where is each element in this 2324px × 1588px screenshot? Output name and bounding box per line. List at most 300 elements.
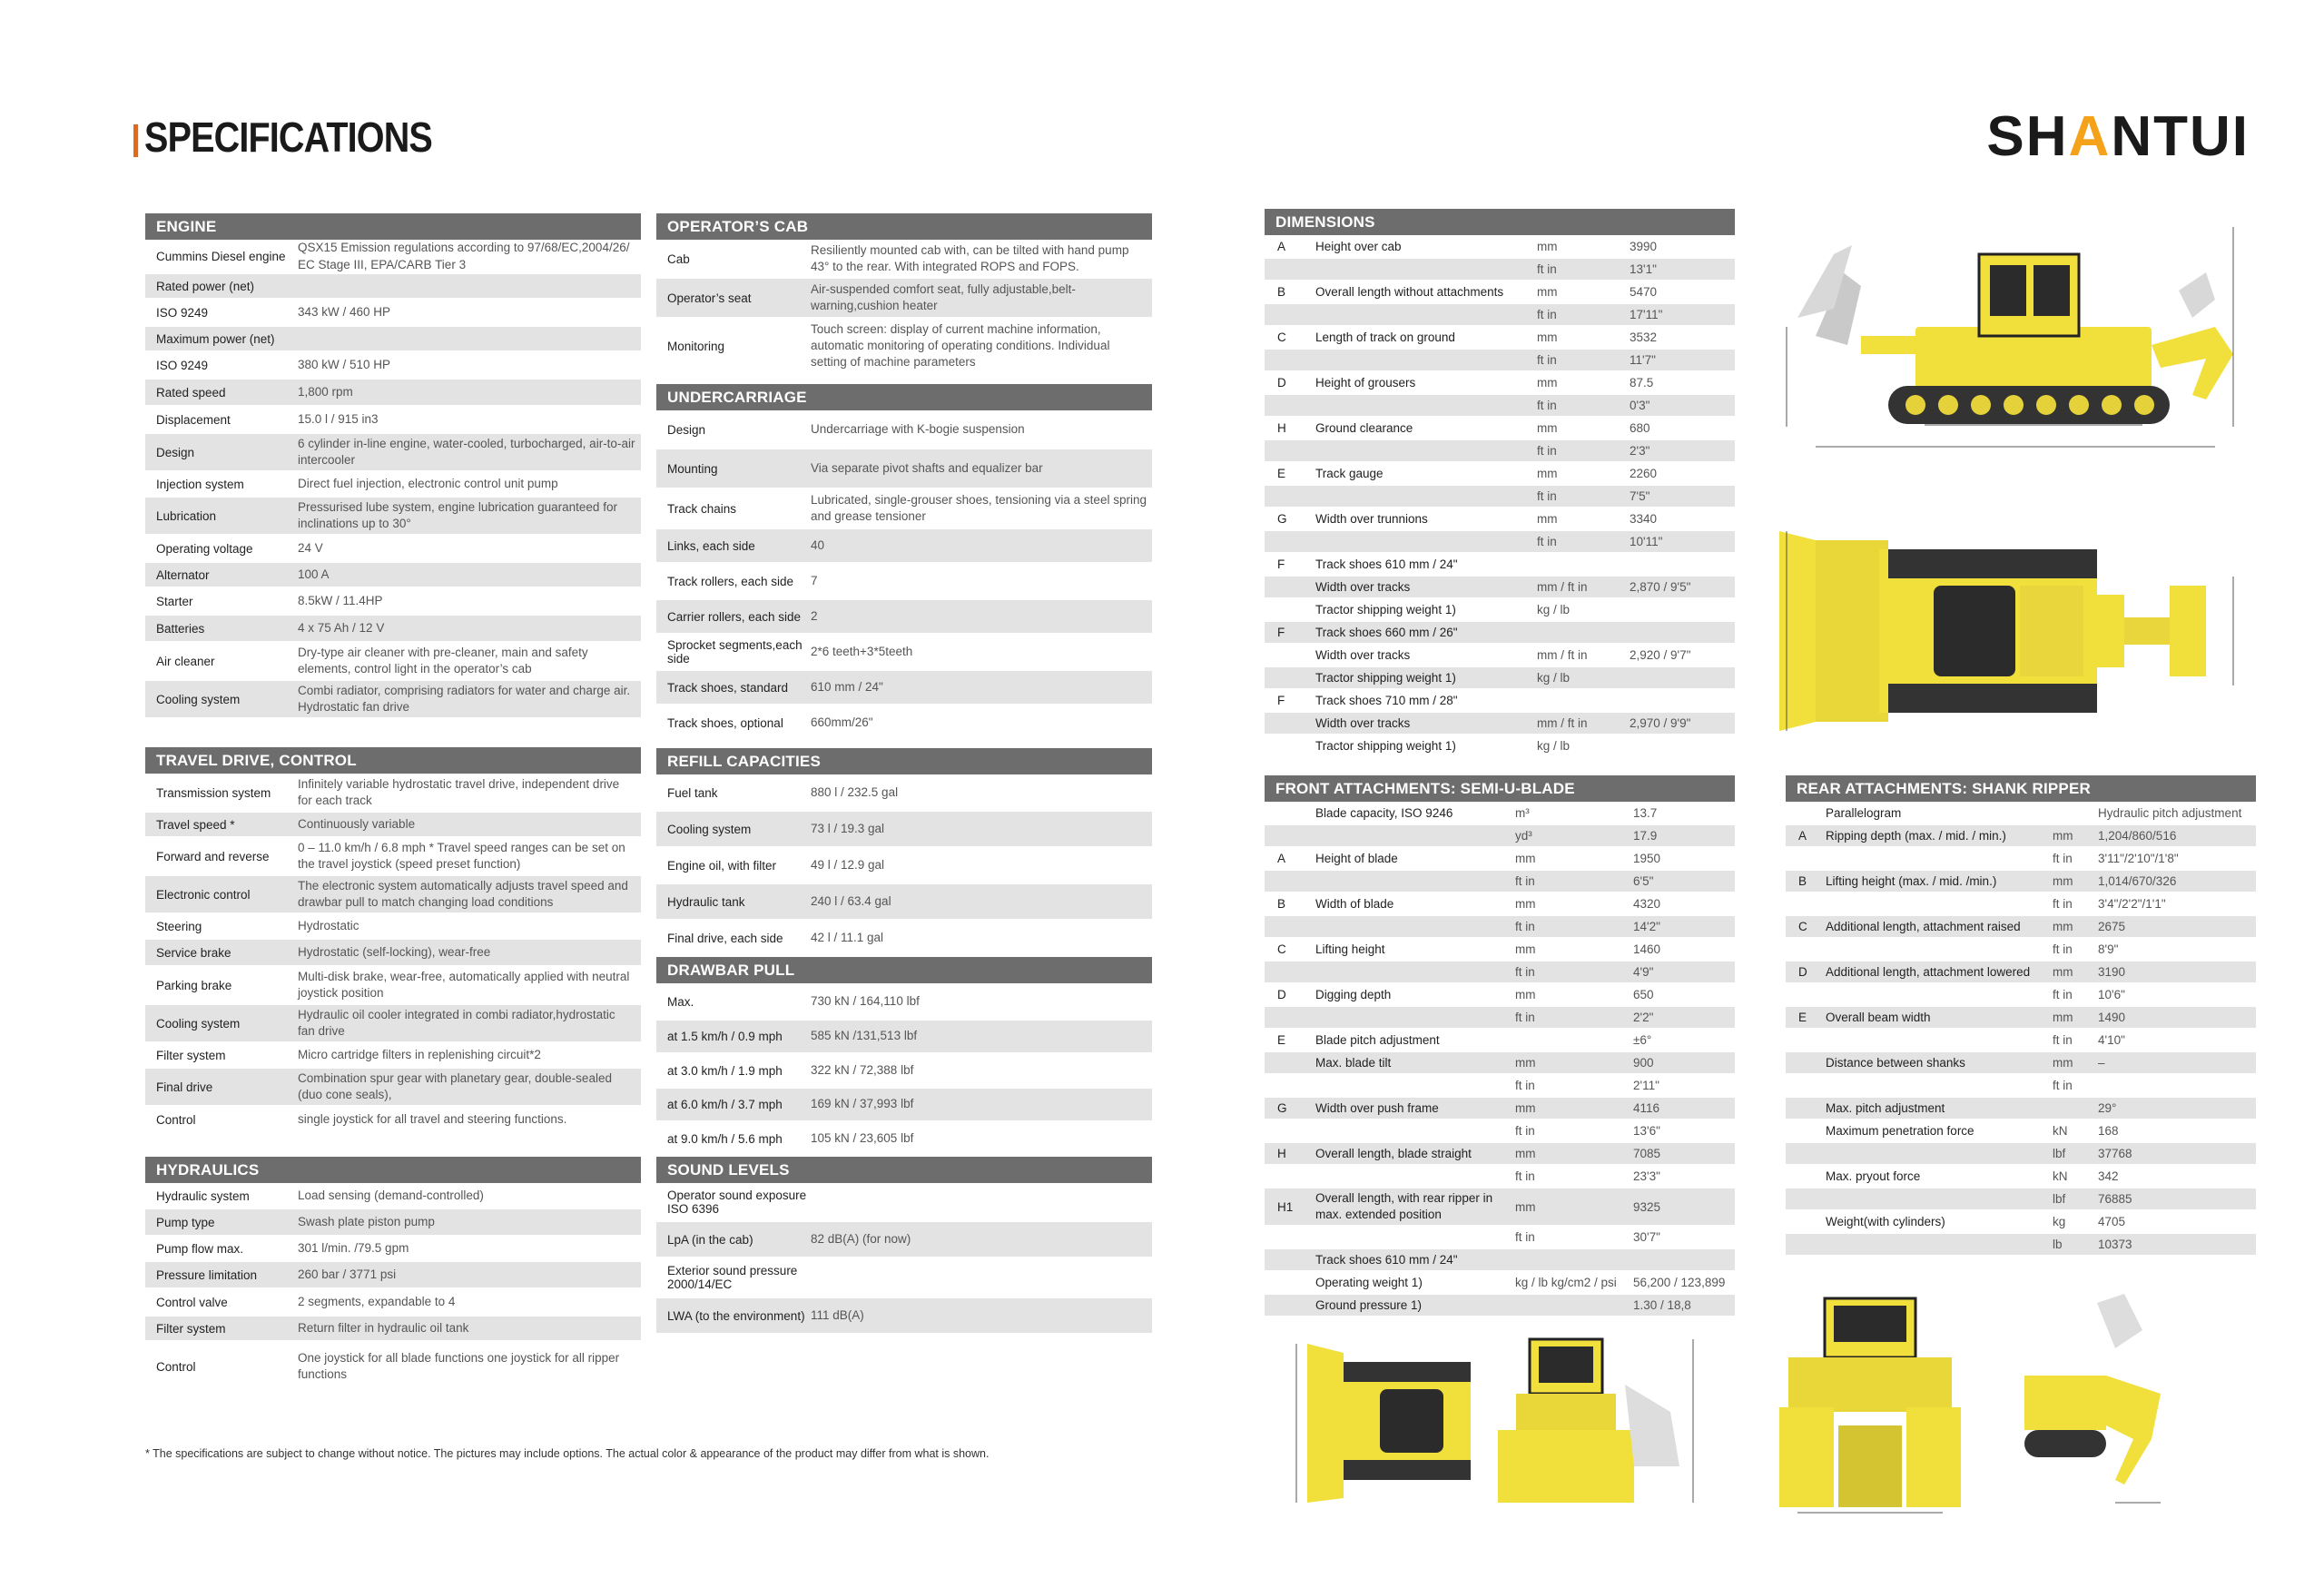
spec-row <box>145 1209 641 1237</box>
spec-row <box>656 921 1152 957</box>
spec-row <box>656 1089 1152 1122</box>
dimension-row <box>1265 599 1735 622</box>
dimension-unit: mm / ft in <box>1537 716 1588 730</box>
dimension-value: 650 <box>1633 988 1654 1001</box>
dimension-row <box>1265 916 1735 939</box>
dimension-code: F <box>1277 557 1285 571</box>
dimension-row <box>1265 395 1735 418</box>
spec-row <box>145 876 641 914</box>
refill-capacities-section <box>656 748 1152 957</box>
dimension-value: 13'1" <box>1630 262 1657 276</box>
dimension-code: A <box>1277 240 1286 253</box>
spec-row <box>656 812 1152 848</box>
spec-value: Air-suspended comfort seat, fully adjustable,belt-warning,cushion heater <box>811 281 1076 312</box>
dimension-label: Parallelogram <box>1826 805 1902 820</box>
spec-row <box>145 472 641 498</box>
dimension-value: 3990 <box>1630 240 1658 253</box>
dimension-row <box>1786 1052 2256 1075</box>
spec-label: Track shoes, standard <box>667 680 789 695</box>
spec-row <box>656 489 1152 529</box>
spec-row <box>656 319 1152 375</box>
spec-label: Maximum power (net) <box>156 331 275 346</box>
brand-logo: SHANTUI <box>1986 105 2250 168</box>
dimension-code: D <box>1277 988 1286 1001</box>
drawbar-pull-section <box>656 957 1152 1157</box>
spec-label: Control <box>156 1112 196 1127</box>
spec-label: Links, each side <box>667 538 755 553</box>
dimension-value: 2,970 / 9'9" <box>1630 716 1691 730</box>
spec-label: Service brake <box>156 945 231 960</box>
dimension-value: 3'11"/2'10"/1'8" <box>2098 852 2179 865</box>
dimension-row <box>1265 554 1735 577</box>
dimension-label: Track shoes 710 mm / 28" <box>1315 693 1458 707</box>
spec-value: Load sensing (demand-controlled) <box>298 1188 484 1202</box>
spec-row <box>656 848 1152 884</box>
dimension-unit: ft in <box>2053 1033 2073 1047</box>
spec-row <box>145 1043 641 1069</box>
dimension-row <box>1786 984 2256 1007</box>
spec-value: 42 l / 11.1 gal <box>811 930 884 944</box>
dimension-row <box>1265 1249 1735 1272</box>
spec-value: 7 <box>811 573 818 587</box>
dimension-unit: mm <box>2053 920 2073 933</box>
dimension-unit: lbf <box>2053 1147 2066 1160</box>
spec-label: Design <box>156 445 195 459</box>
dimensions-section <box>1265 209 1735 758</box>
spec-label: Control <box>156 1359 196 1374</box>
dimension-row <box>1265 893 1735 916</box>
spec-label: Electronic control <box>156 887 251 902</box>
dimension-unit: mm <box>2053 1011 2073 1024</box>
spec-label: Lubrication <box>156 508 217 523</box>
dimension-label: Distance between shanks <box>1826 1055 1965 1070</box>
dimension-value: 4'9" <box>1633 965 1654 979</box>
spec-value: Return filter in hydraulic oil tank <box>298 1320 469 1335</box>
spec-row <box>145 241 641 274</box>
dimension-row <box>1786 893 2256 916</box>
dimension-label: Overall beam width <box>1826 1010 1931 1024</box>
dimension-unit: mm <box>1537 421 1558 435</box>
dimension-value: 14'2" <box>1633 920 1660 933</box>
dimension-unit: mm <box>1537 512 1558 526</box>
spec-label: Parking brake <box>156 978 232 992</box>
spec-label: Transmission system <box>156 785 271 800</box>
hydraulics-header: HYDRAULICS <box>145 1157 641 1183</box>
dimension-unit: mm <box>1537 467 1558 480</box>
spec-value: The electronic system automatically adjusts travel speed and drawbar pull to match changing load conditions <box>298 878 628 909</box>
dimension-unit: mm <box>2053 874 2073 888</box>
dimension-code: G <box>1277 512 1287 526</box>
dimension-label: Lifting height (max. / mid. /min.) <box>1826 873 1997 888</box>
spec-row <box>145 588 641 616</box>
dimension-row <box>1786 803 2256 825</box>
spec-row <box>145 563 641 588</box>
spec-label: Steering <box>156 919 202 933</box>
spec-label: Filter system <box>156 1048 226 1062</box>
dimension-label: Track shoes 610 mm / 24" <box>1315 557 1458 571</box>
spec-value: 24 V <box>298 540 323 555</box>
spec-value: 40 <box>811 538 825 552</box>
dimension-label: Track shoes 610 mm / 24" <box>1315 1252 1458 1267</box>
spec-label: LWA (to the environment) <box>667 1308 805 1323</box>
dimension-label: Width over push frame <box>1315 1100 1439 1115</box>
dimension-value: 2'11" <box>1633 1079 1659 1092</box>
spec-value: Hydrostatic <box>298 918 359 932</box>
engine-header: ENGINE <box>145 213 641 240</box>
spec-value: Hydrostatic (self-locking), wear-free <box>298 944 491 959</box>
dimension-value: 1950 <box>1633 852 1661 865</box>
dimension-label: Width over tracks <box>1315 715 1411 730</box>
dimension-value: 900 <box>1633 1056 1654 1070</box>
dimension-unit: yd³ <box>1515 829 1532 843</box>
dimension-label: Additional length, attachment lowered <box>1826 964 2031 979</box>
spec-row <box>145 813 641 838</box>
dimension-label: Max. pryout force <box>1826 1169 1921 1183</box>
spec-value: Hydraulic oil cooler integrated in combi radiator,hydrostatic fan drive <box>298 1007 615 1038</box>
spec-value: 105 kN / 23,605 lbf <box>811 1130 914 1145</box>
dimension-label: Operating weight 1) <box>1315 1275 1423 1289</box>
dimension-unit: ft in <box>1515 1079 1535 1092</box>
ripper-side-view <box>2024 1294 2170 1521</box>
dimension-row <box>1265 1052 1735 1075</box>
spec-label: LpA (in the cab) <box>667 1232 753 1247</box>
spec-row <box>145 1262 641 1289</box>
dimension-value: 5470 <box>1630 285 1658 299</box>
spec-value: 100 A <box>298 567 330 581</box>
spec-value: 1,800 rpm <box>298 384 353 399</box>
dimension-unit: mm <box>1515 1199 1536 1214</box>
dimension-row <box>1265 962 1735 984</box>
spec-row <box>656 705 1152 742</box>
dimension-code: G <box>1277 1101 1287 1115</box>
spec-label: Sprocket segments,each side <box>667 638 803 666</box>
dozer-front-view <box>1489 1330 1698 1507</box>
dimension-row <box>1265 735 1735 758</box>
dimension-unit: mm <box>2053 829 2073 843</box>
dimension-row <box>1786 1075 2256 1098</box>
spec-row <box>145 616 641 643</box>
undercarriage-header: UNDERCARRIAGE <box>656 384 1152 410</box>
spec-value: 15.0 l / 915 in3 <box>298 411 379 426</box>
dimension-value: 3340 <box>1630 512 1658 526</box>
spec-label: Final drive, each side <box>667 931 783 945</box>
dimension-unit: mm <box>1515 988 1536 1001</box>
spec-value: 2*6 teeth+3*5teeth <box>811 644 913 658</box>
dimension-unit: ft in <box>1537 535 1557 548</box>
dimension-unit: ft in <box>2053 897 2073 911</box>
spec-label: Max. <box>667 994 694 1009</box>
dimension-value: 3'4"/2'2"/1'1" <box>2098 897 2166 911</box>
dimension-row <box>1786 1030 2256 1052</box>
spec-value: Continuously variable <box>298 816 416 831</box>
hydraulics-section <box>145 1157 641 1393</box>
dimension-row <box>1265 622 1735 645</box>
dimension-unit: mm <box>1515 1101 1536 1115</box>
dimension-row <box>1265 259 1735 281</box>
dimension-label: Blade capacity, ISO 9246 <box>1315 805 1453 820</box>
spec-value: Touch screen: display of current machine information, automatic monitoring of operating conditions. Individual setting of machine parameters <box>811 321 1110 370</box>
dimension-label: Digging depth <box>1315 987 1392 1001</box>
dimension-row <box>1265 848 1735 871</box>
dimension-value: 17'11" <box>1630 308 1663 321</box>
dimension-value: 13.7 <box>1633 806 1658 820</box>
dimension-label: Tractor shipping weight 1) <box>1315 670 1456 685</box>
dimension-label: Overall length, blade straight <box>1315 1146 1472 1160</box>
dimension-unit: ft in <box>1515 1169 1535 1183</box>
spec-value: 73 l / 19.3 gal <box>811 821 885 835</box>
spec-row <box>145 914 641 940</box>
dimension-code: H <box>1277 1147 1286 1160</box>
spec-label: ISO 9249 <box>156 358 209 372</box>
dimension-value: 23'3" <box>1633 1169 1660 1183</box>
spec-value: 585 kN /131,513 lbf <box>811 1029 918 1043</box>
dimension-value: 0'3" <box>1630 399 1650 412</box>
dimension-row <box>1265 531 1735 554</box>
dimension-value: 7085 <box>1633 1147 1661 1160</box>
spec-row <box>145 1317 641 1342</box>
dimension-value: 4705 <box>2098 1215 2126 1228</box>
spec-row <box>145 1289 641 1317</box>
spec-value: Dry-type air cleaner with pre-cleaner, main and safety elements, control light in the operator’s cab <box>298 645 588 676</box>
spec-label: Operating voltage <box>156 541 253 556</box>
dimension-label: Width over trunnions <box>1315 511 1428 526</box>
dimension-label: Max. pitch adjustment <box>1826 1100 1945 1115</box>
dimension-unit: mm <box>1537 240 1558 253</box>
spec-value: Swash plate piston pump <box>298 1214 435 1228</box>
spec-value: One joystick for all blade functions one joystick for all ripper functions <box>298 1350 620 1381</box>
spec-label: Hydraulic tank <box>667 894 745 909</box>
dimensions-header: DIMENSIONS <box>1265 209 1735 235</box>
dimension-value: 168 <box>2098 1124 2119 1138</box>
dimension-row <box>1786 825 2256 848</box>
dimension-row <box>1265 350 1735 372</box>
spec-value: 610 mm / 24" <box>811 679 883 694</box>
spec-label: Starter <box>156 594 193 608</box>
dimension-value: 1,204/860/516 <box>2098 829 2177 843</box>
dimension-value: – <box>2098 1056 2105 1070</box>
dimension-label: Ground pressure 1) <box>1315 1297 1423 1312</box>
spec-label: Travel speed * <box>156 817 235 832</box>
dimension-value: 30'7" <box>1633 1230 1660 1244</box>
spec-label: Batteries <box>156 621 205 636</box>
dimension-value: 3532 <box>1630 330 1658 344</box>
spec-row <box>656 529 1152 564</box>
spec-label: Pump flow max. <box>156 1241 244 1256</box>
dimension-unit: mm <box>1537 376 1558 390</box>
footnote: * The specifications are subject to change without notice. The pictures may include options. The actual color & appearance of the product may differ from what is shown. <box>145 1447 990 1460</box>
dimension-row <box>1786 962 2256 984</box>
spec-row <box>656 884 1152 921</box>
dimension-row <box>1265 418 1735 440</box>
dimension-value: 1460 <box>1633 942 1661 956</box>
dimension-label: Tractor shipping weight 1) <box>1315 738 1456 753</box>
dimension-row <box>1265 871 1735 893</box>
spec-value: Direct fuel injection, electronic control unit pump <box>298 476 558 490</box>
dimension-value: 17.9 <box>1633 829 1658 843</box>
dimension-row <box>1786 1143 2256 1166</box>
spec-value: Combi radiator, comprising radiators for water and charge air. Hydrostatic fan drive <box>298 683 631 714</box>
dimension-row <box>1265 1166 1735 1189</box>
spec-value: 49 l / 12.9 gal <box>811 857 885 872</box>
spec-value: single joystick for all travel and steering functions. <box>298 1111 567 1126</box>
dimension-label: Overall length, with rear ripper in max. extended position <box>1315 1191 1493 1221</box>
spec-label: at 6.0 km/h / 3.7 mph <box>667 1098 783 1111</box>
dimension-row <box>1786 1166 2256 1189</box>
dimension-label: Weight(with cylinders) <box>1826 1214 1945 1228</box>
spec-value: Pressurised lube system, engine lubrication guaranteed for inclinations up to 30° <box>298 499 617 530</box>
spec-row <box>656 1122 1152 1157</box>
dimension-code: F <box>1277 694 1285 707</box>
spec-label: Track chains <box>667 501 737 516</box>
spec-value: 2 segments, expandable to 4 <box>298 1294 456 1308</box>
spec-label: Carrier rollers, each side <box>667 609 802 624</box>
refill-header: REFILL CAPACITIES <box>656 748 1152 774</box>
dimension-row <box>1265 486 1735 508</box>
dimension-value: 680 <box>1630 421 1650 435</box>
spec-value: 322 kN / 72,388 lbf <box>811 1062 914 1077</box>
spec-row <box>145 967 641 1005</box>
dimension-unit: ft in <box>1515 965 1535 979</box>
travel-header: TRAVEL DRIVE, CONTROL <box>145 747 641 774</box>
spec-row <box>656 279 1152 319</box>
dimension-unit: mm / ft in <box>1537 648 1588 662</box>
spec-row <box>656 1054 1152 1089</box>
spec-row <box>145 1342 641 1393</box>
dimension-value: 9325 <box>1633 1199 1661 1214</box>
spec-label: Pump type <box>156 1215 215 1229</box>
dimension-unit: ft in <box>1515 920 1535 933</box>
spec-value: 240 l / 63.4 gal <box>811 893 891 908</box>
cab-header: OPERATOR’S CAB <box>656 213 1152 240</box>
dimension-label: Track shoes 660 mm / 26" <box>1315 625 1458 639</box>
dimension-unit: ft in <box>1515 1230 1535 1244</box>
spec-label: ISO 9249 <box>156 305 209 320</box>
spec-row <box>145 838 641 876</box>
dimension-unit: mm <box>1515 852 1536 865</box>
dimension-value: ±6° <box>1633 1033 1652 1047</box>
dimension-unit: kg <box>2053 1215 2066 1228</box>
spec-label: Operator’s seat <box>667 291 752 305</box>
spec-row <box>656 1298 1152 1335</box>
spec-row <box>145 1184 641 1209</box>
spec-label: Cooling system <box>667 822 752 836</box>
spec-row <box>656 564 1152 600</box>
dimension-unit: ft in <box>1537 489 1557 503</box>
dimension-unit: kg / lb <box>1537 671 1571 685</box>
spec-row <box>145 1107 641 1134</box>
spec-row <box>656 411 1152 449</box>
dimension-code: H <box>1277 421 1286 435</box>
spec-value: Micro cartridge filters in replenishing circuit*2 <box>298 1047 541 1061</box>
dimension-value: 2,920 / 9'7" <box>1630 648 1691 662</box>
spec-label: Track shoes, optional <box>667 715 783 730</box>
dimension-row <box>1786 1007 2256 1030</box>
spec-value: QSX15 Emission regulations according to 97/68/EC,2004/26/ EC Stage III, EPA/CARB Tier 3 <box>298 241 630 271</box>
spec-row <box>145 274 641 300</box>
dimension-value: Hydraulic pitch adjustment <box>2098 806 2242 820</box>
dimension-row <box>1265 304 1735 327</box>
spec-row <box>656 241 1152 279</box>
spec-value: Combination spur gear with planetary gear, double-sealed (duo cone seals), <box>298 1070 612 1101</box>
dimension-value: 1,014/670/326 <box>2098 874 2177 888</box>
spec-label: Cab <box>667 252 690 266</box>
spec-row <box>656 775 1152 812</box>
spec-value: 169 kN / 37,993 lbf <box>811 1097 914 1111</box>
dimension-row <box>1786 916 2256 939</box>
dozer-side-view <box>1779 218 2251 454</box>
dimension-unit: mm <box>2053 1056 2073 1070</box>
spec-label: Monitoring <box>667 339 725 353</box>
dimension-code: A <box>1798 829 1807 843</box>
dimension-row <box>1265 1295 1735 1317</box>
dimension-row <box>1265 939 1735 962</box>
spec-label: Engine oil, with filter <box>667 858 777 873</box>
dimension-label: Height of blade <box>1315 851 1398 865</box>
dimension-value: 1490 <box>2098 1011 2126 1024</box>
dimension-value: 87.5 <box>1630 376 1654 390</box>
dimension-row <box>1265 803 1735 825</box>
dimension-row <box>1265 372 1735 395</box>
dimension-unit: ft in <box>1537 444 1557 458</box>
dimension-value: 2675 <box>2098 920 2126 933</box>
spec-label: Air cleaner <box>156 654 215 668</box>
front-header: FRONT ATTACHMENTS: SEMI-U-BLADE <box>1265 775 1735 802</box>
dimension-row <box>1265 667 1735 690</box>
dimension-value: 56,200 / 123,899 <box>1633 1276 1726 1289</box>
dimension-value: 8'9" <box>2098 942 2119 956</box>
spec-label: Mounting <box>667 461 718 476</box>
spec-label: Fuel tank <box>667 785 718 800</box>
dimension-value: 13'6" <box>1633 1124 1660 1138</box>
spec-row <box>656 449 1152 489</box>
spec-label: Pressure limitation <box>156 1267 258 1282</box>
dimension-value: 2260 <box>1630 467 1658 480</box>
spec-label: at 1.5 km/h / 0.9 mph <box>667 1030 783 1043</box>
dimension-unit: kN <box>2053 1124 2068 1138</box>
spec-row <box>145 1069 641 1107</box>
dimension-code: B <box>1798 874 1807 888</box>
front-attachments-section <box>1265 775 1735 1317</box>
spec-label: Final drive <box>156 1080 213 1094</box>
dimension-row <box>1265 984 1735 1007</box>
dimension-label: Maximum penetration force <box>1826 1123 1974 1138</box>
dimension-label: Width over tracks <box>1315 647 1411 662</box>
dimension-unit: ft in <box>2053 942 2073 956</box>
dimension-unit: lb <box>2053 1238 2063 1251</box>
spec-value: Via separate pivot shafts and equalizer bar <box>811 460 1043 475</box>
dimension-row <box>1265 1272 1735 1295</box>
dimension-unit: mm <box>2053 965 2073 979</box>
dimension-label: Tractor shipping weight 1) <box>1315 602 1456 616</box>
spec-label: Forward and reverse <box>156 849 270 863</box>
dimension-value: 2,870 / 9'5" <box>1630 580 1691 594</box>
dimension-unit: mm <box>1537 330 1558 344</box>
rear-attachments-section <box>1786 775 2256 1257</box>
dimension-label: Additional length, attachment raised <box>1826 919 2021 933</box>
spec-value: 4 x 75 Ah / 12 V <box>298 620 385 635</box>
spec-label: Cummins Diesel engine <box>156 250 286 263</box>
dimension-unit: ft in <box>2053 852 2073 865</box>
dimension-row <box>1265 577 1735 599</box>
dimension-label: Height over cab <box>1315 239 1402 253</box>
engine-section <box>145 213 641 719</box>
dimension-code: B <box>1277 897 1286 911</box>
dimension-row <box>1265 463 1735 486</box>
spec-value: 880 l / 232.5 gal <box>811 784 899 799</box>
spec-row <box>145 774 641 813</box>
spec-row <box>145 498 641 536</box>
spec-value: 380 kW / 510 HP <box>298 357 391 371</box>
